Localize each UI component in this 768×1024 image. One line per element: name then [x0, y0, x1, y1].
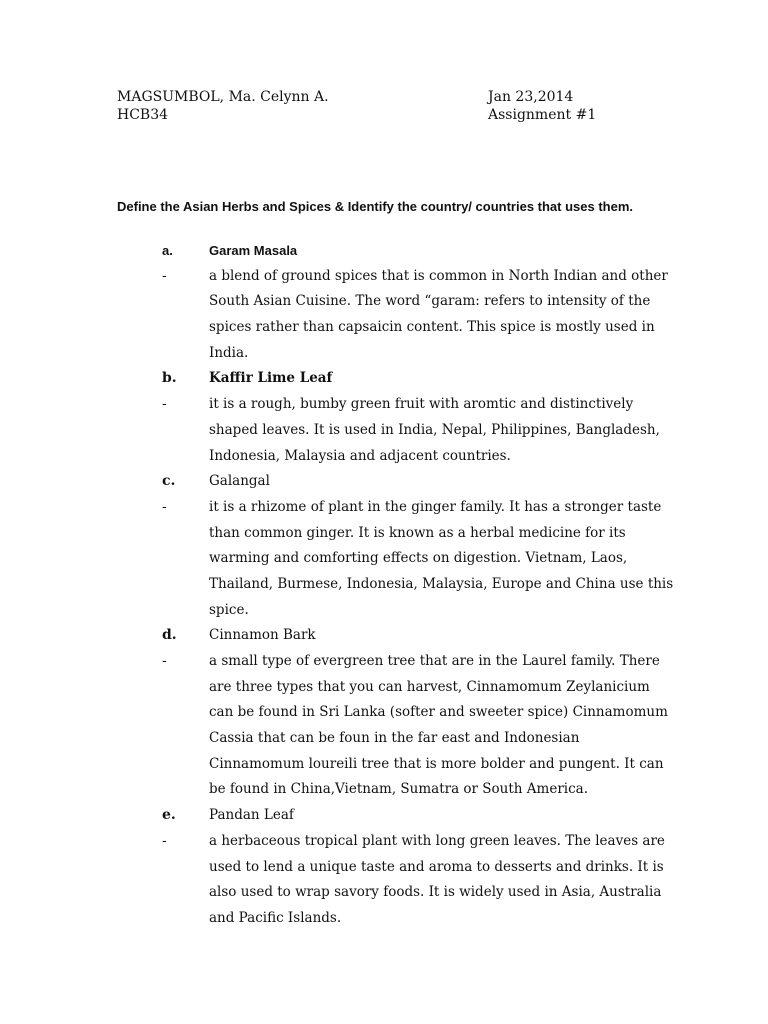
definition-line	[0, 392, 768, 418]
list-item-heading	[0, 623, 768, 649]
definition-line	[0, 315, 768, 341]
definition-text: warming and comforting effects on digestion. Vietnam, Laos,	[209, 550, 628, 567]
definition-text: are three types that you can harvest, Cinnamomum Zeylanicium	[209, 678, 650, 695]
definition-line	[0, 418, 768, 444]
definition-text: be found in China,Vietnam, Sumatra or South America.	[209, 781, 588, 798]
definition-text: Thailand, Burmese, Indonesia, Malaysia, Europe and China use this	[209, 575, 674, 592]
item-title: Galangal	[209, 473, 270, 490]
definition-line	[0, 521, 768, 547]
item-title: Cinnamon Bark	[209, 627, 316, 644]
definition-line	[0, 880, 768, 906]
student-name: MAGSUMBOL, Ma. Celynn A.	[117, 89, 329, 105]
assignment-prompt: Define the Asian Herbs and Spices & Identify the country/ countries that uses them.	[117, 199, 634, 214]
herb-spice-list	[0, 238, 768, 932]
definition-line	[0, 726, 768, 752]
definition-text: a herbaceous tropical plant with long green leaves. The leaves are	[209, 832, 665, 849]
dash-bullet: -	[162, 832, 167, 849]
definition-text: and Pacific Islands.	[209, 909, 342, 926]
definition-line	[0, 495, 768, 521]
list-item-heading	[0, 803, 768, 829]
definition-text: it is a rhizome of plant in the ginger family. It has a stronger taste	[209, 498, 662, 515]
definition-line	[0, 777, 768, 803]
definition-text: also used to wrap savory foods. It is widely used in Asia, Australia	[209, 884, 662, 901]
definition-text: India.	[209, 344, 249, 361]
item-marker: c.	[162, 473, 176, 490]
item-marker: e.	[162, 807, 176, 824]
definition-line	[0, 598, 768, 624]
dash-bullet: -	[162, 396, 167, 413]
definition-line	[0, 649, 768, 675]
definition-text: a small type of evergreen tree that are in the Laurel family. There	[209, 653, 660, 669]
definition-text: than common ginger. It is known as a herbal medicine for its	[209, 524, 626, 541]
definition-line	[0, 444, 768, 470]
definition-text: can be found in Sri Lanka (softer and sweeter spice) Cinnamomum	[209, 704, 668, 721]
definition-text: a blend of ground spices that is common in North Indian and other	[209, 267, 668, 284]
definition-text: it is a rough, bumby green fruit with aromtic and distinctively	[209, 396, 634, 413]
item-title: Garam Masala	[209, 243, 298, 258]
definition-line	[0, 341, 768, 367]
item-marker: a.	[162, 243, 173, 258]
definition-text: Indonesia, Malaysia and adjacent countries.	[209, 447, 511, 464]
item-marker: d.	[162, 627, 177, 644]
definition-line	[0, 264, 768, 290]
definition-text: used to lend a unique taste and aroma to desserts and drinks. It is	[209, 858, 664, 875]
date: Jan 23,2014	[488, 89, 574, 105]
definition-line	[0, 675, 768, 701]
definition-text: Cinnamomum loureili tree that is more bolder and pungent. It can	[209, 755, 664, 772]
list-item-heading	[0, 366, 768, 392]
assignment-label: Assignment #1	[488, 107, 597, 123]
definition-line	[0, 752, 768, 778]
definition-text: spices rather than capsaicin content. This spice is mostly used in	[209, 319, 655, 336]
item-title: Kaffir Lime Leaf	[209, 370, 333, 387]
definition-line	[0, 546, 768, 572]
definition-text: Cassia that can be foun in the far east and Indonesian	[209, 730, 580, 747]
definition-line	[0, 572, 768, 598]
definition-line	[0, 855, 768, 881]
course-code: HCB34	[117, 107, 169, 123]
dash-bullet: -	[162, 498, 167, 515]
definition-text: shaped leaves. It is used in India, Nepal, Philippines, Bangladesh,	[209, 421, 660, 438]
definition-line	[0, 289, 768, 315]
list-item-heading	[0, 469, 768, 495]
dash-bullet: -	[162, 267, 167, 284]
definition-line	[0, 906, 768, 932]
item-marker: b.	[162, 370, 177, 387]
definition-line	[0, 700, 768, 726]
item-title: Pandan Leaf	[209, 807, 294, 824]
definition-text: South Asian Cuisine. The word “garam: refers to intensity of the	[209, 293, 651, 310]
definition-text: spice.	[209, 601, 249, 618]
dash-bullet: -	[162, 653, 167, 669]
definition-line	[0, 829, 768, 855]
list-item-heading	[0, 238, 768, 264]
